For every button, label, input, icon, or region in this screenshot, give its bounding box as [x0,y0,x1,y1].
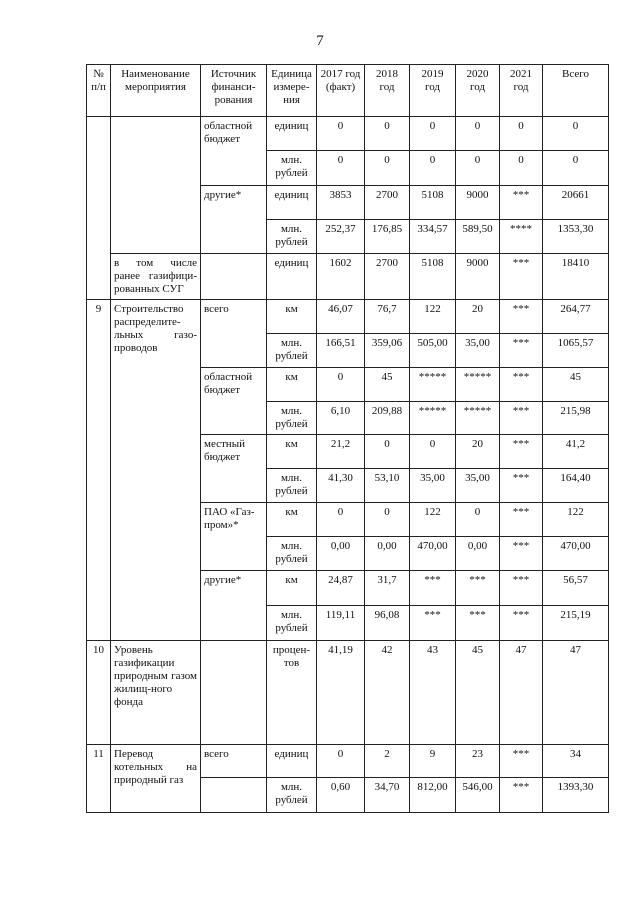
value-cell: 0 [317,745,365,778]
value-cell: 0 [365,435,410,469]
funding-source-cell: ПАО «Газ-пром»* [201,503,267,571]
value-cell: 505,00 [410,334,456,368]
value-cell: 0,00 [365,537,410,571]
value-cell: 0 [317,151,365,186]
value-cell: 0 [317,503,365,537]
value-cell: 5108 [410,186,456,220]
unit-cell: млн. рублей [267,469,317,503]
value-cell: *** [500,186,543,220]
value-cell: 0,00 [456,537,500,571]
value-cell: 122 [543,503,609,537]
value-cell: 0 [365,117,410,151]
header-cell: 2021 год [500,65,543,117]
value-cell: **** [500,220,543,254]
measure-name-cell: Перевод котельных на природный газ [111,745,201,813]
value-cell: 0 [456,151,500,186]
value-cell: *** [500,300,543,334]
unit-cell: км [267,368,317,402]
value-cell: 45 [456,641,500,745]
value-cell: 2 [365,745,410,778]
header-cell: Единица измере-ния [267,65,317,117]
value-cell: *** [500,606,543,641]
value-cell: 24,87 [317,571,365,606]
value-cell: 1602 [317,254,365,300]
table-row [87,745,609,778]
value-cell: ***** [456,402,500,435]
value-cell: 119,11 [317,606,365,641]
measure-name-cell: в том числе ранее газифици-рованных СУГ [111,254,201,300]
value-cell: 470,00 [543,537,609,571]
value-cell: *** [500,469,543,503]
row-number-cell [87,117,111,300]
value-cell: 1065,57 [543,334,609,368]
value-cell: 45 [543,368,609,402]
header-cell: Наименование мероприятия [111,65,201,117]
value-cell: 20 [456,435,500,469]
header-cell: Источник финанси-рования [201,65,267,117]
unit-cell: км [267,435,317,469]
value-cell: 35,00 [410,469,456,503]
value-cell: *** [500,778,543,813]
table-row [87,254,609,300]
value-cell: 812,00 [410,778,456,813]
value-cell: 264,77 [543,300,609,334]
value-cell: 3853 [317,186,365,220]
table-row [87,117,609,151]
header-cell: № п/п [87,65,111,117]
unit-cell: млн. рублей [267,778,317,813]
value-cell: *** [410,606,456,641]
funding-source-cell: местный бюджет [201,435,267,503]
value-cell: 209,88 [365,402,410,435]
value-cell: 9000 [456,254,500,300]
header-cell: 2019 год [410,65,456,117]
value-cell: 47 [543,641,609,745]
value-cell: 23 [456,745,500,778]
value-cell: 0 [365,151,410,186]
value-cell: 359,06 [365,334,410,368]
measure-name-cell: Строительство распределите-льных газо-проводов [111,300,201,641]
row-number-cell: 9 [87,300,111,641]
value-cell: *** [500,334,543,368]
value-cell: *** [500,503,543,537]
funding-source-cell [201,254,267,300]
funding-source-cell: всего [201,300,267,368]
value-cell: 0 [456,117,500,151]
value-cell: 0 [410,151,456,186]
unit-cell: единиц [267,254,317,300]
funding-source-cell: всего [201,745,267,778]
value-cell: 41,2 [543,435,609,469]
value-cell: 76,7 [365,300,410,334]
unit-cell: км [267,571,317,606]
unit-cell: км [267,503,317,537]
page-number: 7 [316,33,324,49]
value-cell: 2700 [365,186,410,220]
value-cell: 18410 [543,254,609,300]
value-cell: 0,00 [317,537,365,571]
value-cell: 41,19 [317,641,365,745]
measure-name-cell: Уровень газификации природным газом жилищ-ного фонда [111,641,201,745]
unit-cell: млн. рублей [267,606,317,641]
measure-name-cell [111,117,201,254]
unit-cell: млн. рублей [267,151,317,186]
value-cell: 589,50 [456,220,500,254]
value-cell: 470,00 [410,537,456,571]
header-cell: 2018 год [365,65,410,117]
value-cell: 215,98 [543,402,609,435]
value-cell: 122 [410,503,456,537]
value-cell: 41,30 [317,469,365,503]
value-cell: 215,19 [543,606,609,641]
funding-source-cell: другие* [201,186,267,254]
value-cell: ***** [410,368,456,402]
value-cell: 9000 [456,186,500,220]
funding-source-cell: областной бюджет [201,368,267,435]
value-cell: 46,07 [317,300,365,334]
value-cell: 0 [543,151,609,186]
value-cell: 34,70 [365,778,410,813]
value-cell: 0 [317,117,365,151]
value-cell: 334,57 [410,220,456,254]
value-cell: *** [500,537,543,571]
value-cell: 53,10 [365,469,410,503]
unit-cell: млн. рублей [267,334,317,368]
financing-table [86,64,609,813]
value-cell: *** [410,571,456,606]
value-cell: *** [500,368,543,402]
value-cell: 35,00 [456,469,500,503]
value-cell: 1393,30 [543,778,609,813]
value-cell: 0 [410,117,456,151]
unit-cell: единиц [267,186,317,220]
row-number-cell: 11 [87,745,111,813]
value-cell: *** [456,606,500,641]
value-cell: 252,37 [317,220,365,254]
value-cell: *** [456,571,500,606]
unit-cell: км [267,300,317,334]
value-cell: 0 [543,117,609,151]
value-cell: 21,2 [317,435,365,469]
value-cell: 5108 [410,254,456,300]
funding-source-cell: другие* [201,571,267,641]
value-cell: 546,00 [456,778,500,813]
value-cell: *** [500,254,543,300]
unit-cell: млн. рублей [267,220,317,254]
value-cell: 31,7 [365,571,410,606]
value-cell: 56,57 [543,571,609,606]
value-cell: 47 [500,641,543,745]
table-row [87,641,609,745]
header-cell: 2017 год (факт) [317,65,365,117]
value-cell: 20661 [543,186,609,220]
value-cell: 45 [365,368,410,402]
table-body [87,117,609,813]
unit-cell: млн. рублей [267,402,317,435]
value-cell: 166,51 [317,334,365,368]
value-cell: 1353,30 [543,220,609,254]
value-cell: 176,85 [365,220,410,254]
table-row [87,300,609,334]
unit-cell: млн. рублей [267,537,317,571]
value-cell: 6,10 [317,402,365,435]
funding-source-cell: областной бюджет [201,117,267,186]
value-cell: 0 [365,503,410,537]
value-cell: 0 [456,503,500,537]
value-cell: *** [500,435,543,469]
unit-cell: единиц [267,745,317,778]
value-cell: 0 [410,435,456,469]
value-cell: *** [500,745,543,778]
value-cell: 9 [410,745,456,778]
value-cell: 42 [365,641,410,745]
table-header [87,65,609,117]
value-cell: 122 [410,300,456,334]
value-cell: ***** [456,368,500,402]
value-cell: 96,08 [365,606,410,641]
unit-cell: единиц [267,117,317,151]
row-number-cell: 10 [87,641,111,745]
header-cell: 2020 год [456,65,500,117]
value-cell: *** [500,571,543,606]
value-cell: 164,40 [543,469,609,503]
value-cell: 35,00 [456,334,500,368]
value-cell: 34 [543,745,609,778]
value-cell: 43 [410,641,456,745]
value-cell: 0,60 [317,778,365,813]
value-cell: 2700 [365,254,410,300]
unit-cell: процен-тов [267,641,317,745]
header-cell: Всего [543,65,609,117]
value-cell: 0 [500,117,543,151]
funding-source-cell [201,778,267,813]
value-cell: 0 [500,151,543,186]
value-cell: 20 [456,300,500,334]
value-cell: 0 [317,368,365,402]
value-cell: *** [500,402,543,435]
value-cell: ***** [410,402,456,435]
funding-source-cell [201,641,267,745]
